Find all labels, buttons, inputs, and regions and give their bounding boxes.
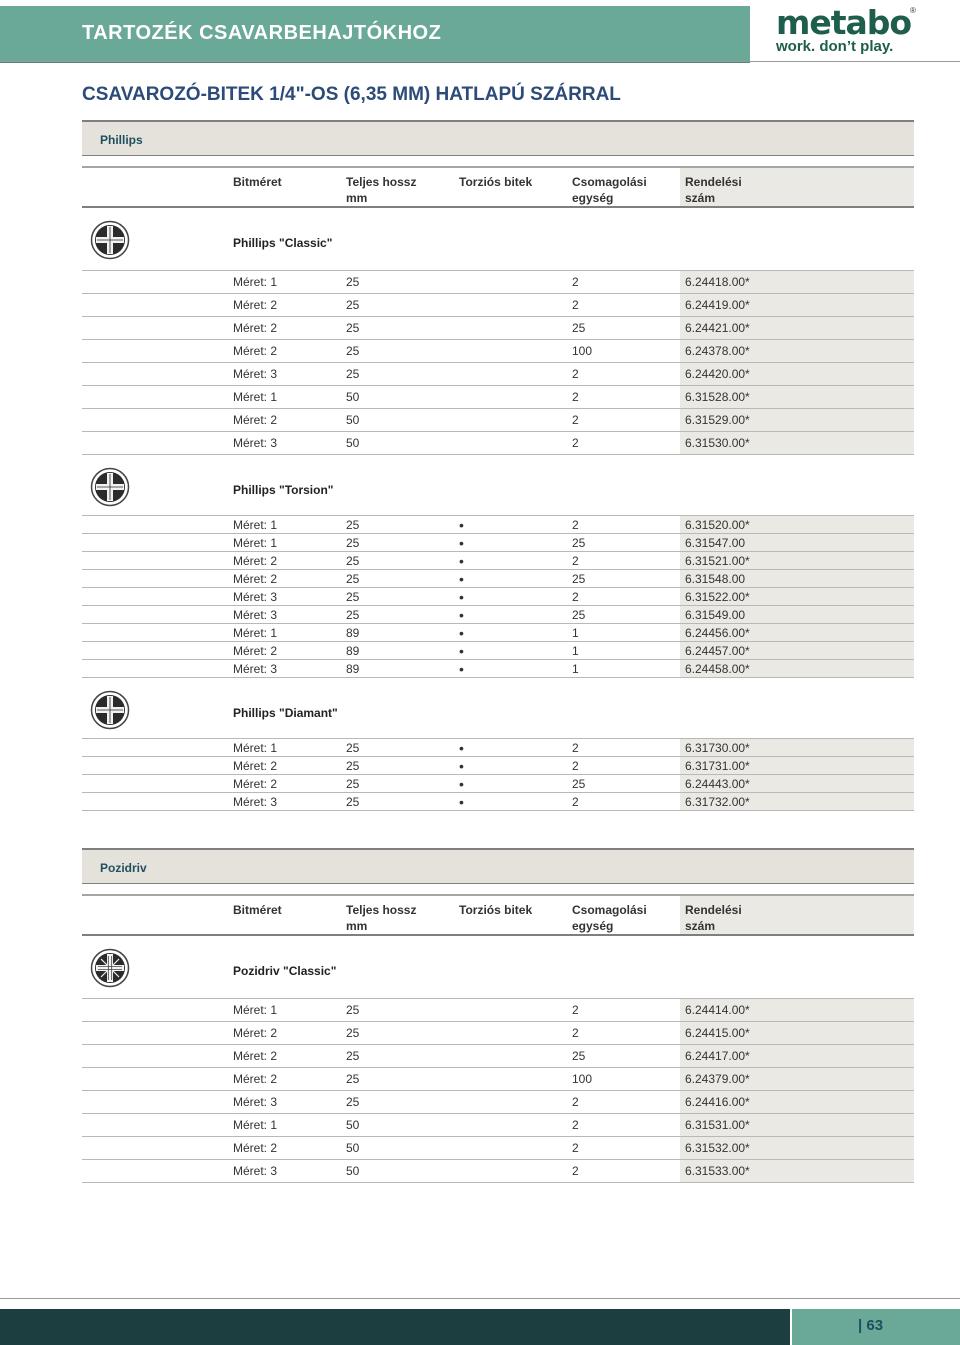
cell-csomagolas: 1 (572, 643, 579, 658)
cell-rendelesi-szam: 6.31528.00* (685, 390, 750, 404)
cell-hossz: 25 (346, 517, 360, 532)
cell-bitmeret: Méret: 2 (233, 1026, 278, 1040)
cell-rendelesi-szam: 6.24419.00* (685, 298, 750, 312)
cell-rendelesi-szam: 6.31531.00* (685, 1118, 750, 1132)
column-header (82, 894, 914, 936)
cell-csomagolas: 2 (572, 367, 579, 381)
section-title: Pozidriv (82, 848, 914, 884)
group-name: Pozidriv "Classic" (233, 964, 337, 978)
cell-hossz: 25 (346, 1003, 360, 1017)
cell-bitmeret: Méret: 3 (233, 607, 278, 622)
cell-torzios: • (459, 516, 464, 533)
cell-csomagolas: 2 (572, 1095, 579, 1109)
cell-bitmeret: Méret: 1 (233, 740, 278, 755)
cell-hossz: 89 (346, 661, 360, 676)
phillips-bit-icon (90, 467, 130, 507)
cell-torzios: • (459, 793, 464, 810)
table-row (82, 998, 914, 1022)
cell-bitmeret: Méret: 1 (233, 535, 278, 550)
table-row (82, 270, 914, 294)
cell-rendelesi-szam: 6.31547.00 (685, 535, 746, 550)
pozidriv-bit-icon (90, 948, 130, 988)
cell-csomagolas: 2 (572, 436, 579, 450)
cell-hossz: 25 (346, 298, 360, 312)
cell-torzios: • (459, 570, 464, 587)
cell-rendelesi-szam: 6.24378.00* (685, 344, 750, 358)
cell-bitmeret: Méret: 3 (233, 1095, 278, 1109)
table-row (82, 432, 914, 455)
cell-rendelesi-szam: 6.31732.00* (685, 794, 750, 809)
col-teljes-hossz: Teljes hossz mm (346, 903, 417, 933)
cell-csomagolas: 2 (572, 1026, 579, 1040)
cell-csomagolas: 2 (572, 758, 579, 773)
cell-hossz: 25 (346, 758, 360, 773)
cell-hossz: 25 (346, 1026, 360, 1040)
metabo-logo (776, 3, 926, 58)
cell-csomagolas: 25 (572, 607, 586, 622)
col-bitmeret: Bitméret (233, 175, 282, 189)
table-row (82, 606, 914, 624)
cell-bitmeret: Méret: 3 (233, 661, 278, 676)
section-pozidriv (82, 848, 914, 1183)
table-row (82, 793, 914, 811)
table-row (82, 409, 914, 432)
cell-csomagolas: 2 (572, 1164, 579, 1178)
cell-rendelesi-szam: 6.31532.00* (685, 1141, 750, 1155)
cell-rendelesi-szam: 6.24416.00* (685, 1095, 750, 1109)
cell-hossz: 50 (346, 390, 360, 404)
logo-tagline: work. don’t play. (776, 38, 894, 55)
cell-rendelesi-szam: 6.24414.00* (685, 1003, 750, 1017)
cell-hossz: 25 (346, 589, 360, 604)
cell-torzios: • (459, 534, 464, 551)
cell-rendelesi-szam: 6.24415.00* (685, 1026, 750, 1040)
cell-bitmeret: Méret: 2 (233, 1049, 278, 1063)
cell-csomagolas: 2 (572, 298, 579, 312)
cell-hossz: 25 (346, 535, 360, 550)
phillips-bit-icon (90, 690, 130, 730)
table-row (82, 534, 914, 552)
cell-rendelesi-szam: 6.24457.00* (685, 643, 750, 658)
cell-csomagolas: 2 (572, 517, 579, 532)
col-csomagolasi: Csomagolási egység (572, 903, 647, 933)
table-row (82, 363, 914, 386)
cell-torzios: • (459, 757, 464, 774)
cell-rendelesi-szam: 6.31522.00* (685, 589, 750, 604)
cell-hossz: 89 (346, 643, 360, 658)
cell-torzios: • (459, 739, 464, 756)
cell-rendelesi-szam: 6.31731.00* (685, 758, 750, 773)
table-row (82, 294, 914, 317)
cell-bitmeret: Méret: 3 (233, 436, 278, 450)
page-number: | 63 (858, 1317, 884, 1334)
cell-rendelesi-szam: 6.31548.00 (685, 571, 746, 586)
cell-hossz: 25 (346, 1095, 360, 1109)
cell-torzios: • (459, 552, 464, 569)
cell-rendelesi-szam: 6.24421.00* (685, 321, 750, 335)
cell-hossz: 25 (346, 1072, 360, 1086)
col-torzios: Torziós bitek (459, 175, 533, 189)
cell-hossz: 25 (346, 553, 360, 568)
cell-torzios: • (459, 642, 464, 659)
cell-csomagolas: 25 (572, 1049, 586, 1063)
cell-csomagolas: 2 (572, 413, 579, 427)
cell-bitmeret: Méret: 2 (233, 776, 278, 791)
cell-hossz: 50 (346, 413, 360, 427)
cell-rendelesi-szam: 6.31730.00* (685, 740, 750, 755)
cell-rendelesi-szam: 6.31549.00 (685, 607, 746, 622)
col-csomagolasi: Csomagolási egység (572, 175, 647, 205)
cell-rendelesi-szam: 6.31520.00* (685, 517, 750, 532)
table-row (82, 1137, 914, 1160)
cell-bitmeret: Méret: 1 (233, 625, 278, 640)
cell-csomagolas: 2 (572, 1003, 579, 1017)
cell-bitmeret: Méret: 2 (233, 321, 278, 335)
cell-torzios: • (459, 660, 464, 677)
cell-bitmeret: Méret: 2 (233, 413, 278, 427)
cell-hossz: 25 (346, 740, 360, 755)
cell-rendelesi-szam: 6.24420.00* (685, 367, 750, 381)
cell-csomagolas: 2 (572, 390, 579, 404)
table-row (82, 1091, 914, 1114)
cell-csomagolas: 1 (572, 625, 579, 640)
col-rendelesi: Rendelési szám (685, 175, 742, 205)
cell-rendelesi-szam: 6.24458.00* (685, 661, 750, 676)
cell-csomagolas: 25 (572, 321, 586, 335)
table-row (82, 738, 914, 757)
cell-hossz: 25 (346, 607, 360, 622)
cell-bitmeret: Méret: 3 (233, 589, 278, 604)
cell-hossz: 50 (346, 1164, 360, 1178)
cell-bitmeret: Méret: 2 (233, 1072, 278, 1086)
cell-hossz: 50 (346, 436, 360, 450)
table-row (82, 757, 914, 775)
bit-group-header (82, 936, 914, 998)
cell-rendelesi-szam: 6.24417.00* (685, 1049, 750, 1063)
cell-csomagolas: 25 (572, 776, 586, 791)
cell-csomagolas: 2 (572, 275, 579, 289)
cell-bitmeret: Méret: 3 (233, 1164, 278, 1178)
cell-hossz: 50 (346, 1141, 360, 1155)
bit-group-header (82, 455, 914, 515)
cell-csomagolas: 25 (572, 535, 586, 550)
cell-csomagolas: 100 (572, 344, 593, 358)
cell-bitmeret: Méret: 2 (233, 571, 278, 586)
cell-bitmeret: Méret: 2 (233, 1141, 278, 1155)
cell-torzios: • (459, 624, 464, 641)
col-teljes-hossz: Teljes hossz mm (346, 175, 417, 205)
cell-rendelesi-szam: 6.24443.00* (685, 776, 750, 791)
cell-bitmeret: Méret: 3 (233, 794, 278, 809)
cell-rendelesi-szam: 6.31530.00* (685, 436, 750, 450)
table-row (82, 340, 914, 363)
cell-bitmeret: Méret: 1 (233, 517, 278, 532)
col-rendelesi: Rendelési szám (685, 903, 742, 933)
group-name: Phillips "Classic" (233, 236, 333, 250)
cell-hossz: 25 (346, 794, 360, 809)
col-bitmeret: Bitméret (233, 903, 282, 917)
cell-csomagolas: 2 (572, 553, 579, 568)
cell-csomagolas: 2 (572, 1118, 579, 1132)
cell-hossz: 25 (346, 344, 360, 358)
section-phillips (82, 120, 914, 811)
cell-rendelesi-szam: 6.31533.00* (685, 1164, 750, 1178)
table-row (82, 570, 914, 588)
cell-csomagolas: 2 (572, 1141, 579, 1155)
column-header (82, 166, 914, 208)
cell-rendelesi-szam: 6.24418.00* (685, 275, 750, 289)
cell-hossz: 25 (346, 571, 360, 586)
cell-hossz: 25 (346, 367, 360, 381)
cell-bitmeret: Méret: 2 (233, 344, 278, 358)
cell-torzios: • (459, 606, 464, 623)
table-row (82, 660, 914, 678)
cell-bitmeret: Méret: 1 (233, 1003, 278, 1017)
col-torzios: Torziós bitek (459, 903, 533, 917)
cell-torzios: • (459, 775, 464, 792)
section-title: Phillips (82, 120, 914, 156)
cell-rendelesi-szam: 6.31521.00* (685, 553, 750, 568)
group-name: Phillips "Torsion" (233, 483, 334, 497)
header-bar (0, 6, 750, 63)
cell-csomagolas: 1 (572, 661, 579, 676)
footer-divider (0, 1298, 960, 1299)
cell-csomagolas: 2 (572, 794, 579, 809)
cell-hossz: 89 (346, 625, 360, 640)
table-row (82, 1045, 914, 1068)
cell-bitmeret: Méret: 3 (233, 367, 278, 381)
cell-hossz: 25 (346, 275, 360, 289)
group-name: Phillips "Diamant" (233, 706, 338, 720)
cell-bitmeret: Méret: 1 (233, 390, 278, 404)
table-row (82, 775, 914, 793)
table-row (82, 1068, 914, 1091)
cell-csomagolas: 100 (572, 1072, 593, 1086)
cell-hossz: 50 (346, 1118, 360, 1132)
cell-bitmeret: Méret: 2 (233, 553, 278, 568)
logo-registered-mark: ® (910, 6, 916, 15)
table-row (82, 1160, 914, 1183)
header-title: TARTOZÉK CSAVARBEHAJTÓKHOZ (82, 22, 442, 44)
table-row (82, 386, 914, 409)
phillips-bit-icon (90, 220, 130, 260)
cell-csomagolas: 25 (572, 571, 586, 586)
cell-bitmeret: Méret: 2 (233, 643, 278, 658)
cell-hossz: 25 (346, 321, 360, 335)
cell-bitmeret: Méret: 1 (233, 1118, 278, 1132)
page-heading: CSAVAROZÓ-BITEK 1/4"-OS (6,35 MM) HATLAPÚ SZÁRRAL (82, 84, 621, 105)
table-row (82, 515, 914, 534)
table-row (82, 1114, 914, 1137)
cell-csomagolas: 2 (572, 589, 579, 604)
cell-torzios: • (459, 588, 464, 605)
cell-bitmeret: Méret: 1 (233, 275, 278, 289)
cell-bitmeret: Méret: 2 (233, 298, 278, 312)
cell-hossz: 25 (346, 1049, 360, 1063)
table-row (82, 552, 914, 570)
bit-group-header (82, 208, 914, 270)
cell-rendelesi-szam: 6.31529.00* (685, 413, 750, 427)
table-row (82, 588, 914, 606)
table-row (82, 624, 914, 642)
cell-csomagolas: 2 (572, 740, 579, 755)
cell-bitmeret: Méret: 2 (233, 758, 278, 773)
cell-rendelesi-szam: 6.24456.00* (685, 625, 750, 640)
footer-bar (0, 1309, 790, 1345)
table-row (82, 1022, 914, 1045)
cell-hossz: 25 (346, 776, 360, 791)
bit-group-header (82, 678, 914, 738)
table-row (82, 317, 914, 340)
table-row (82, 642, 914, 660)
header-divider (0, 61, 960, 62)
logo-wordmark: metabo (776, 3, 912, 42)
cell-rendelesi-szam: 6.24379.00* (685, 1072, 750, 1086)
